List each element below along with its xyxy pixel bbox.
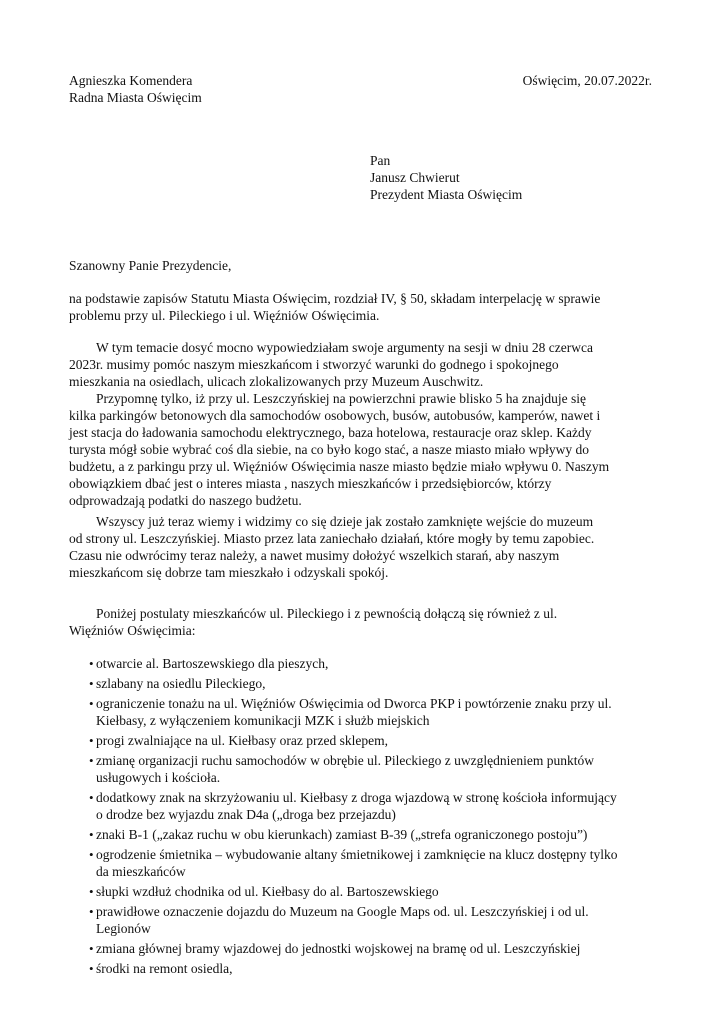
- paragraph-line: 2023r. musimy pomóc naszym mieszkańcom i stworzyć warunki do godnego i spokojnego: [69, 357, 559, 372]
- intro-paragraph: [69, 290, 659, 324]
- intro-line: problemu przy ul. Pileckiego i ul. Więźniów Oświęcimia.: [69, 308, 380, 323]
- list-item: • ogrodzenie śmietnika – wybudowanie altany śmietnikowej i zamknięcie na klucz dostępny tylko da mieszkańców: [69, 846, 669, 880]
- paragraph-line: Więźniów Oświęcimia:: [69, 623, 196, 638]
- paragraph-line: Czasu nie odwrócimy teraz należy, a nawet musimy dołożyć wszelkich starań, aby naszym: [69, 548, 560, 563]
- recipient-name: Janusz Chwierut: [370, 170, 460, 185]
- paragraph-line: jest stacja do ładowania samochodu elektrycznego, baza hotelowa, restauracje oraz sklep. Każdy: [69, 425, 592, 440]
- list-item: • szlabany na osiedlu Pileckiego,: [69, 675, 669, 692]
- recipient-salutation: Pan: [370, 153, 391, 168]
- paragraph-line: turysta mógł sobie wybrać coś dla siebie, na co było kogo stać, a nasze miasto miało wpływy do: [69, 442, 590, 457]
- situation-paragraph: [69, 513, 659, 581]
- sender-role: Radna Miasta Oświęcim: [69, 90, 202, 105]
- paragraph-line: budżetu, a z parkingu przy ul. Więźniów Oświęcimia nasze miasto będzie miało wpływu 0. Naszym: [69, 459, 610, 474]
- paragraph-line: od strony ul. Leszczyńskiej. Miasto przez lata zaniechało działań, które mogły by temu zapobiec.: [69, 531, 595, 546]
- postulates-intro-paragraph: [69, 605, 659, 639]
- list-item: • zmianę organizacji ruchu samochodów w obrębie ul. Pileckiego z uwzględnieniem punktów usługowych i kościoła.: [69, 752, 669, 786]
- argument-paragraph: [69, 339, 659, 509]
- list-item: • progi zwalniające na ul. Kiełbasy oraz przed sklepem,: [69, 732, 669, 749]
- intro-line: na podstawie zapisów Statutu Miasta Oświęcim, rozdział IV, § 50, składam interpelację w sprawie: [69, 291, 601, 306]
- greeting: Szanowny Panie Prezydencie,: [69, 258, 232, 273]
- paragraph-line: W tym temacie dosyć mocno wypowiedziałam swoje argumenty na sesji w dniu 28 czerwca: [96, 340, 593, 355]
- place-date: Oświęcim, 20.07.2022r.: [522, 73, 652, 88]
- list-item: • słupki wzdłuż chodnika od ul. Kiełbasy do al. Bartoszewskiego: [69, 883, 669, 900]
- paragraph-line: obowiązkiem dbać jest o interes miasta , naszych mieszkańców i przedsiębiorców, którzy: [69, 476, 552, 491]
- recipient-role: Prezydent Miasta Oświęcim: [370, 187, 523, 202]
- list-item: • prawidłowe oznaczenie dojazdu do Muzeum na Google Maps od. ul. Leszczyńskiej i od ul. Legionów: [69, 903, 669, 937]
- paragraph-line: Przypomnę tylko, iż przy ul. Leszczyńskiej na powierzchni prawie blisko 5 ha znajduje się: [96, 391, 586, 406]
- paragraph-line: Wszyscy już teraz wiemy i widzimy co się dzieje jak zostało zamknięte wejście do muzeum: [96, 514, 594, 529]
- paragraph-line: mieszkania na osiedlach, ulicach zlokalizowanych przy Muzeum Auschwitz.: [69, 374, 484, 389]
- paragraph-line: odprowadzają podatki do naszego budżetu.: [69, 493, 302, 508]
- sender-name: Agnieszka Komendera: [69, 73, 193, 88]
- paragraph-line: kilka parkingów betonowych dla samochodów osobowych, busów, autobusów, kamperów, nawet i: [69, 408, 601, 423]
- list-item: • zmiana głównej bramy wjazdowej do jednostki wojskowej na bramę od ul. Leszczyńskiej: [69, 940, 669, 957]
- postulates-list: [69, 655, 669, 980]
- paragraph-line: mieszkańcom się dobrze tam mieszkało i odzyskali spokój.: [69, 565, 389, 580]
- paragraph-line: Poniżej postulaty mieszkańców ul. Pileckiego i z pewnością dołączą się również z ul.: [96, 606, 558, 621]
- list-item: • dodatkowy znak na skrzyżowaniu ul. Kiełbasy z droga wjazdową w stronę kościoła informujący o drodze bez wyjazdu znak D4a („droga bez przejazdu): [69, 789, 669, 823]
- list-item: • środki na remont osiedla,: [69, 960, 669, 977]
- list-item: • znaki B-1 („zakaz ruchu w obu kierunkach) zamiast B-39 („strefa ograniczonego postoju”): [69, 826, 669, 843]
- list-item: • ograniczenie tonażu na ul. Więźniów Oświęcimia od Dworca PKP i powtórzenie znaku przy ul. Kiełbasy, z wyłączeniem komunikacji MZK i służb miejskich: [69, 695, 669, 729]
- list-item: • otwarcie al. Bartoszewskiego dla pieszych,: [69, 655, 669, 672]
